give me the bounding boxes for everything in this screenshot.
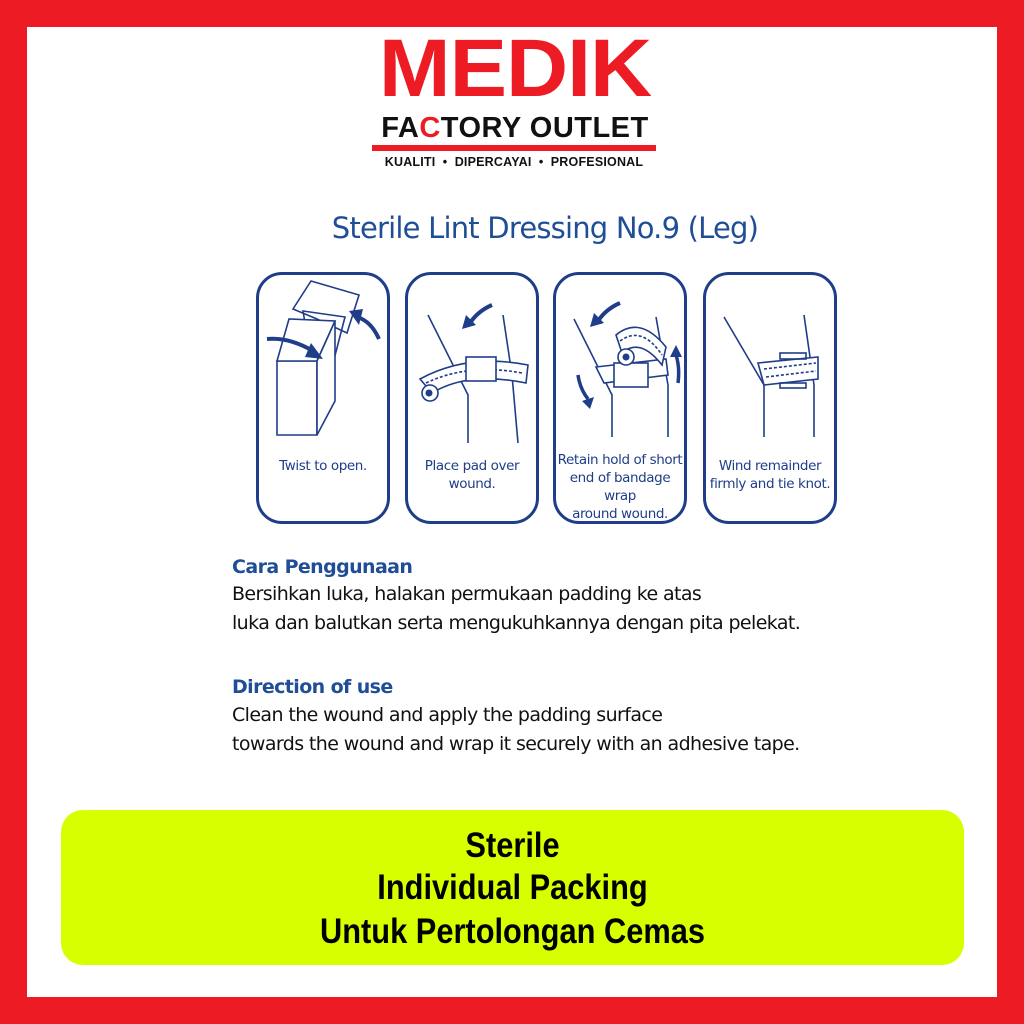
step-card-4 [703,272,837,524]
product-title: Sterile Lint Dressing No.9 (Leg) [331,211,759,245]
caption-line: Retain hold of short [557,452,683,468]
step-card-2 [405,272,539,524]
malay-line-1: Bersihkan luka, halakan permukaan padding ke atas [232,583,702,605]
logo-subtitle-suffix: TORY OUTLET [440,112,649,144]
step-caption [556,451,684,523]
caption-line: Twist to open. [279,458,367,474]
caption-line: firmly and tie knot. [709,476,831,492]
logo-brand: MEDIK [378,23,652,114]
caption-line: around wound. [572,506,668,522]
box-twist-icon [259,275,386,455]
caption-line: Place pad over [424,458,520,474]
malay-heading: Cara Penggunaan [232,556,413,578]
step-caption [259,457,387,475]
leg-knot-icon [706,275,833,455]
banner-line-1: Sterile [465,826,560,865]
caption-line: end of bandage wrap [569,470,671,504]
logo-subtitle [374,112,656,144]
step-card-1 [256,272,390,524]
english-line-1: Clean the wound and apply the padding surface [232,704,663,726]
caption-line: Wind remainder [718,458,822,474]
english-line-2: towards the wound and wrap it securely with an adhesive tape. [232,733,800,755]
crescent-icon: C [419,112,441,144]
malay-line-2: luka dan balutkan serta mengukuhkannya dengan pita pelekat. [232,612,801,634]
leg-pad-icon [408,275,535,455]
leg-wrap-icon [556,275,683,455]
step-caption [706,457,834,493]
step-card-3 [553,272,687,524]
logo-divider [372,145,656,151]
banner-line-3: Untuk Pertolongan Cemas [319,912,706,951]
english-heading: Direction of use [232,676,393,698]
logo-tagline: KUALITI • DIPERCAYAI • PROFESIONAL [384,155,644,169]
logo-subtitle-prefix: FA [381,112,420,144]
step-caption [408,457,536,493]
banner-line-2: Individual Packing [377,868,648,907]
sterile-banner [61,810,964,965]
caption-line: wound. [448,476,496,492]
